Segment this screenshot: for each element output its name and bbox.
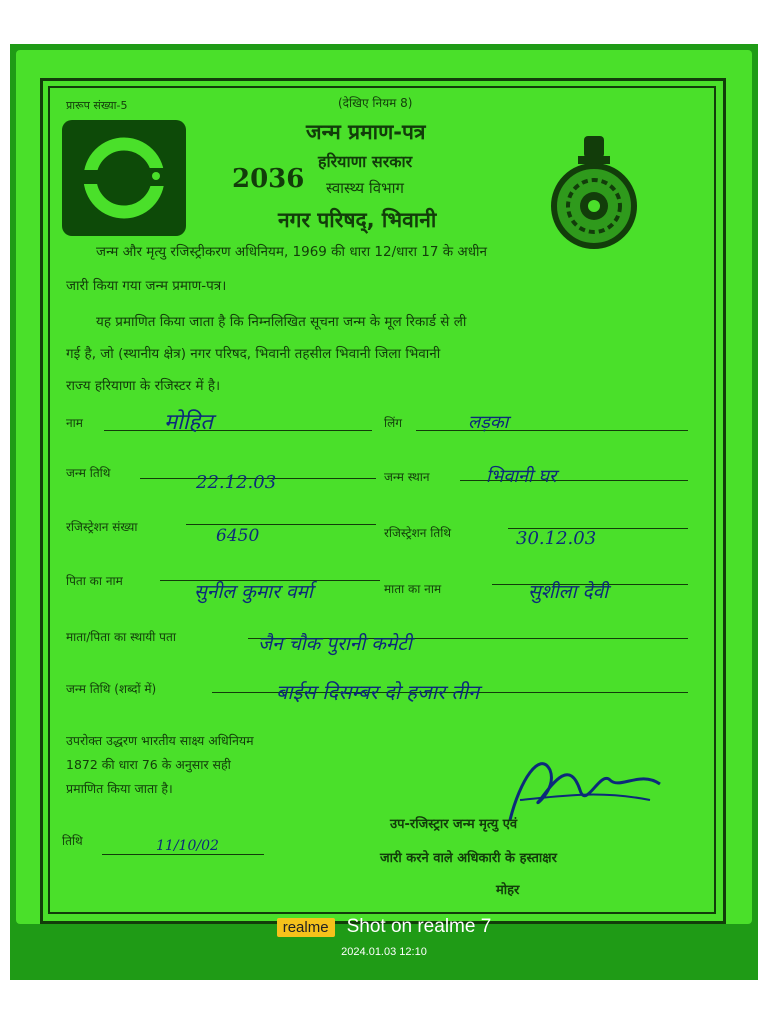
camera-watermark <box>0 916 768 958</box>
municipal-council: नगर परिषद्, भिवानी <box>278 208 437 232</box>
health-logo <box>62 120 186 236</box>
officer-signature <box>500 740 670 834</box>
seal-label: मोहर <box>496 883 520 898</box>
name-value: मोहित <box>164 410 213 435</box>
rule-reference: (देखिए नियम 8) <box>338 96 413 110</box>
certify-line-2: गई है, जो (स्थानीय क्षेत्र) नगर परिषद, भिवानी तहसील भिवानी जिला भिवानी <box>66 346 441 362</box>
birthplace-label: जन्म स्थान <box>384 470 430 484</box>
evidence-line-3: प्रमाणित किया जाता है। <box>66 781 173 796</box>
name-label: नाम <box>66 416 83 430</box>
haryana-emblem-seal <box>540 136 648 250</box>
address-value: जैन चौक पुरानी कमेटी <box>258 633 412 655</box>
form-number: प्रारूप संख्या-5 <box>66 99 128 112</box>
department: स्वास्थ्य विभाग <box>326 179 404 197</box>
mother-name-label: माता का नाम <box>384 582 442 596</box>
registration-date-label: रजिस्ट्रेशन तिथि <box>384 526 451 540</box>
name-line <box>104 430 372 431</box>
sex-line <box>416 430 688 431</box>
registration-number-label: रजिस्ट्रेशन संख्या <box>66 520 138 534</box>
certify-line-1: यह प्रमाणित किया जाता है कि निम्नलिखित सूचना जन्म के मूल रिकार्ड से ली <box>96 314 467 330</box>
registrar-designation: उप-रजिस्ट्रार जन्म मृत्यु एवं <box>390 817 518 832</box>
dob-value: 22.12.03 <box>196 472 277 493</box>
certify-line-3: राज्य हरियाणा के रजिस्टर में है। <box>66 378 221 394</box>
issue-date-line <box>102 854 264 855</box>
issue-date-label: तिथि <box>62 834 83 848</box>
shot-on-text: Shot on realme 7 <box>346 916 492 937</box>
act-line-2: जारी किया गया जन्म प्रमाण-पत्र। <box>66 278 227 294</box>
capture-datetime: 2024.01.03 12:10 <box>341 946 427 958</box>
signature-caption: जारी करने वाले अधिकारी के हस्ताक्षर <box>380 851 557 866</box>
mother-name-value: सुशीला देवी <box>528 581 609 603</box>
evidence-line-2: 1872 की धारा 76 के अनुसार सही <box>66 757 231 772</box>
registration-number-line <box>186 524 376 525</box>
serial-number: 2036 <box>232 164 305 194</box>
dob-label: जन्म तिथि <box>66 466 111 480</box>
dob-words-label: जन्म तिथि (शब्दों में) <box>66 682 157 696</box>
dob-words-value: बाईस दिसम्बर दो हजार तीन <box>276 680 480 704</box>
sex-value: लड़का <box>468 412 509 433</box>
certificate-title: जन्म प्रमाण-पत्र <box>306 120 426 144</box>
father-name-label: पिता का नाम <box>66 574 123 588</box>
birthplace-value: भिवानी घर <box>486 466 557 487</box>
address-label: माता/पिता का स्थायी पता <box>66 630 176 644</box>
registration-date-value: 30.12.03 <box>516 528 597 549</box>
birth-certificate <box>16 50 752 924</box>
realme-badge: realme <box>277 918 335 937</box>
issue-date-value: 11/10/02 <box>156 838 219 854</box>
father-name-value: सुनील कुमार वर्मा <box>194 581 313 603</box>
sex-label: लिंग <box>384 416 403 430</box>
evidence-line-1: उपरोक्त उद्धरण भारतीय साक्ष्य अधिनियम <box>66 733 254 748</box>
registration-number-value: 6450 <box>216 526 260 546</box>
state-government: हरियाणा सरकार <box>318 152 413 171</box>
act-line-1: जन्म और मृत्यु रजिस्ट्रीकरण अधिनियम, 1969 की धारा 12/धारा 17 के अधीन <box>96 244 488 260</box>
